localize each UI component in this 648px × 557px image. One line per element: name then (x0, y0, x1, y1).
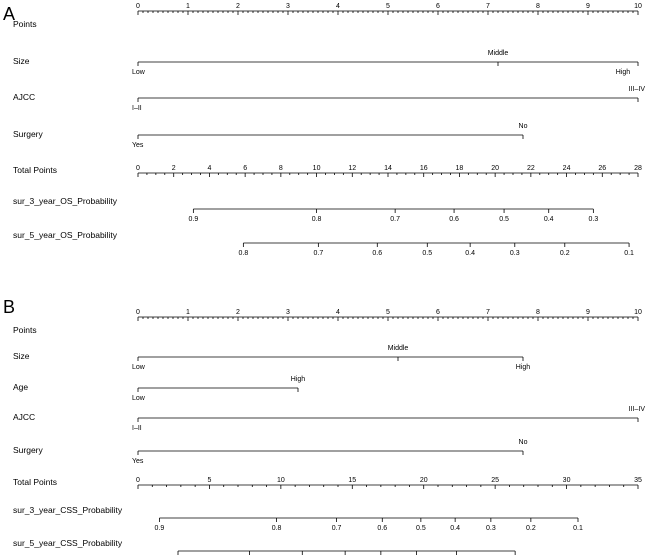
panel-letter: B (3, 297, 16, 317)
tick-label: 9 (586, 3, 590, 10)
row-sur-3-year-css-probability (13, 505, 583, 532)
prob-label: 0.7 (331, 525, 342, 532)
tick-label: 0 (136, 3, 140, 10)
level-label: High (290, 376, 306, 383)
tick-label: 28 (634, 165, 642, 172)
level-label: Low (132, 395, 145, 402)
row-size (13, 345, 530, 371)
row-label: Surgery (13, 129, 43, 139)
tick-label: 10 (634, 309, 642, 316)
row-label: Size (13, 351, 30, 361)
tick-label: 30 (562, 477, 571, 484)
level-label: Yes (132, 458, 144, 465)
prob-label: 0.1 (624, 250, 634, 257)
level-label: III–IV (628, 86, 645, 93)
tick-label: 2 (236, 3, 240, 10)
row-points (13, 309, 642, 335)
tick-label: 10 (312, 165, 321, 172)
row-label: Surgery (13, 445, 43, 455)
tick-label: 10 (634, 3, 642, 10)
tick-label: 35 (634, 477, 642, 484)
level-label: No (518, 123, 528, 130)
tick-label: 25 (491, 477, 500, 484)
tick-label: 10 (276, 477, 285, 484)
prob-label: 0.1 (573, 525, 583, 532)
tick-label: 5 (386, 309, 390, 316)
tick-label: 7 (486, 309, 490, 316)
prob-label: 0.8 (238, 250, 249, 257)
level-label: Middle (487, 50, 509, 57)
level-label: Middle (387, 345, 409, 352)
row-label: sur_3_year_CSS_Probability (13, 505, 123, 515)
row-sur-3-year-os-probability (13, 196, 598, 223)
tick-label: 4 (336, 309, 340, 316)
level-label: I–II (132, 105, 142, 112)
row-label: Points (13, 325, 37, 335)
prob-label: 0.2 (559, 250, 570, 257)
prob-label: 0.4 (450, 525, 461, 532)
row-points (13, 3, 642, 29)
tick-label: 3 (286, 3, 290, 10)
row-label: sur_5_year_CSS_Probability (13, 538, 123, 548)
panel-b (3, 297, 645, 557)
level-label: High (515, 364, 531, 371)
prob-label: 0.9 (154, 525, 165, 532)
row-label: AJCC (13, 412, 36, 422)
prob-label: 0.4 (465, 250, 476, 257)
row-label: Points (13, 19, 37, 29)
prob-label: 0.2 (525, 525, 536, 532)
prob-label: 0.7 (313, 250, 324, 257)
prob-label: 0.3 (485, 525, 496, 532)
row-label: sur_3_year_OS_Probability (13, 196, 117, 206)
tick-label: 15 (348, 477, 357, 484)
row-size (13, 50, 638, 76)
tick-label: 4 (207, 165, 212, 172)
tick-label: 12 (348, 165, 357, 172)
level-label: No (518, 439, 528, 446)
tick-label: 8 (536, 309, 540, 316)
row-total-points (13, 477, 642, 489)
tick-label: 8 (278, 165, 283, 172)
tick-label: 22 (526, 165, 535, 172)
level-label: Low (132, 69, 145, 76)
prob-label: 0.7 (390, 216, 401, 223)
row-surgery (13, 439, 528, 465)
row-sur-5-year-css-probability (13, 538, 520, 557)
prob-label: 0.3 (509, 250, 520, 257)
tick-label: 5 (207, 477, 212, 484)
prob-label: 0.5 (415, 525, 426, 532)
tick-label: 1 (186, 3, 190, 10)
row-surgery (13, 123, 528, 149)
row-label: Size (13, 56, 30, 66)
row-ajcc (13, 86, 645, 112)
tick-label: 6 (436, 309, 440, 316)
prob-label: 0.6 (372, 250, 383, 257)
tick-label: 2 (171, 165, 176, 172)
row-label: Total Points (13, 477, 57, 487)
tick-label: 6 (436, 3, 440, 10)
tick-label: 18 (455, 165, 464, 172)
panel-a (3, 3, 645, 257)
prob-label: 0.5 (422, 250, 433, 257)
tick-label: 7 (486, 3, 490, 10)
level-label: III–IV (628, 406, 645, 413)
tick-label: 16 (419, 165, 428, 172)
row-label: Total Points (13, 165, 57, 175)
tick-label: 0 (136, 309, 140, 316)
tick-label: 0 (136, 477, 140, 484)
tick-label: 9 (586, 309, 590, 316)
tick-label: 6 (243, 165, 248, 172)
tick-label: 14 (384, 165, 392, 172)
row-label: sur_5_year_OS_Probability (13, 230, 117, 240)
row-age (13, 376, 305, 402)
prob-label: 0.8 (271, 525, 282, 532)
tick-label: 24 (562, 165, 571, 172)
tick-label: 8 (536, 3, 540, 10)
panel-letter: A (3, 4, 16, 24)
row-sur-5-year-os-probability (13, 230, 634, 257)
tick-label: 20 (491, 165, 500, 172)
tick-label: 0 (136, 165, 140, 172)
prob-label: 0.3 (588, 216, 599, 223)
row-label: Age (13, 382, 29, 392)
tick-label: 1 (186, 309, 190, 316)
tick-label: 26 (598, 165, 607, 172)
row-total-points (13, 165, 642, 177)
row-ajcc (13, 406, 645, 432)
prob-label: 0.4 (543, 216, 554, 223)
prob-label: 0.6 (449, 216, 459, 223)
level-label: Yes (132, 142, 144, 149)
level-label: High (615, 69, 631, 76)
level-label: Low (132, 364, 145, 371)
row-label: AJCC (13, 92, 36, 102)
tick-label: 20 (419, 477, 428, 484)
prob-label: 0.6 (377, 525, 388, 532)
tick-label: 5 (386, 3, 390, 10)
prob-label: 0.5 (499, 216, 509, 223)
prob-label: 0.9 (188, 216, 199, 223)
prob-label: 0.8 (311, 216, 322, 223)
tick-label: 3 (286, 309, 290, 316)
tick-label: 4 (336, 3, 340, 10)
level-label: I–II (132, 425, 142, 432)
tick-label: 2 (236, 309, 240, 316)
